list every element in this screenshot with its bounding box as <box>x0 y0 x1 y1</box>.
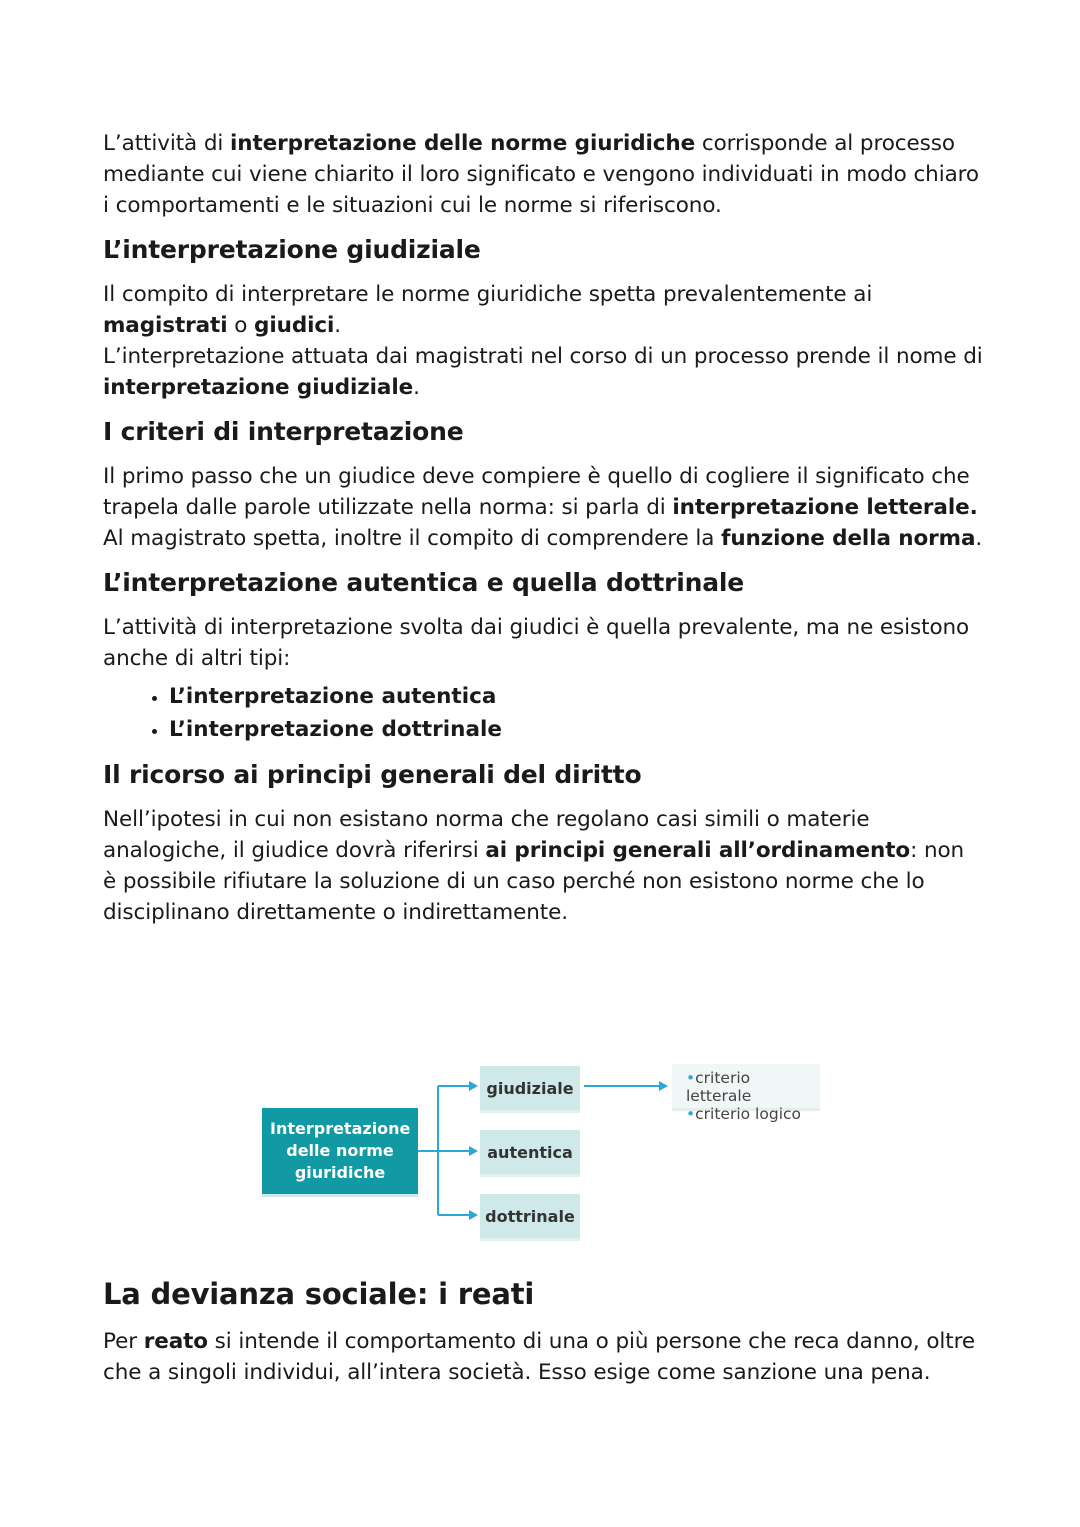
criteria-item: •criterio logico <box>686 1105 801 1123</box>
list-item: • L’interpretazione autentica <box>169 680 983 713</box>
giudiziale-paragraph-1: Il compito di interpretare le norme giuridiche spetta prevalentemente ai magistrati o giudici. <box>103 282 873 338</box>
document-content <box>103 128 983 928</box>
main-node-line: delle norme <box>286 1141 394 1160</box>
criteria-item: •criterio letterale <box>686 1069 752 1105</box>
heading-autentica-dottrinale: L’interpretazione autentica e quella dottrinale <box>103 568 745 597</box>
main-node-line: Interpretazione <box>270 1119 411 1138</box>
heading-criteri-interpretazione: I criteri di interpretazione <box>103 417 464 446</box>
arrowhead <box>469 1081 478 1091</box>
reati-paragraph: Per reato si intende il comportamento di una o più persone che reca danno, oltre che a singoli individui, all’intera società. Esso esige come sanzione una pena. <box>103 1329 975 1385</box>
interpretation-types-list <box>103 680 983 746</box>
diagram-node-autentica: autentica <box>480 1130 580 1174</box>
main-node-line: giuridiche <box>294 1163 386 1182</box>
diagram-main-node <box>262 1108 418 1194</box>
diagram-node-dottrinale: dottrinale <box>480 1194 580 1238</box>
list-item: • L’interpretazione dottrinale <box>169 713 983 746</box>
intro-paragraph: L’attività di interpretazione delle norme giuridiche corrisponde al processo mediante cui viene chiarito il loro significato e vengono individuati in modo chiaro i comportamenti e le situazioni cui le norme si riferiscono. <box>103 131 979 218</box>
arrowhead <box>659 1081 668 1091</box>
diagram-criteria-box <box>672 1064 820 1123</box>
giudiziale-paragraph-2: L’interpretazione attuata dai magistrati nel corso di un processo prende il nome di interpretazione giudiziale. <box>103 344 983 400</box>
heading-interpretazione-giudiziale: L’interpretazione giudiziale <box>103 235 481 264</box>
criteri-paragraph-2: Al magistrato spetta, inoltre il compito di comprendere la funzione della norma. <box>103 526 983 551</box>
bullet-icon: • <box>686 1105 696 1123</box>
autentica-paragraph: L’attività di interpretazione svolta dai giudici è quella prevalente, ma ne esistono anche di altri tipi: <box>103 615 970 671</box>
diagram-node-giudiziale: giudiziale <box>480 1066 580 1110</box>
interpretation-diagram <box>258 1058 828 1248</box>
principi-paragraph: Nell’ipotesi in cui non esistano norma che regolano casi simili o materie analogiche, il giudice dovrà riferirsi ai principi generali all’ordinamento: non è possibile rifiutare la soluzione di un caso perché non esistono norme che lo disciplinano direttamente o indirettamente. <box>103 807 965 925</box>
heading-principi-generali: Il ricorso ai principi generali del diritto <box>103 760 642 789</box>
heading-devianza-sociale: La devianza sociale: i reati <box>103 1277 535 1311</box>
bullet-icon: • <box>686 1069 696 1087</box>
arrowhead <box>469 1146 478 1156</box>
criteri-paragraph-1: Il primo passo che un giudice deve compiere è quello di cogliere il significato che trapela dalle parole utilizzate nella norma: si parla di interpretazione letterale. <box>103 464 978 520</box>
arrowhead <box>469 1210 478 1220</box>
reati-section <box>103 1274 983 1388</box>
